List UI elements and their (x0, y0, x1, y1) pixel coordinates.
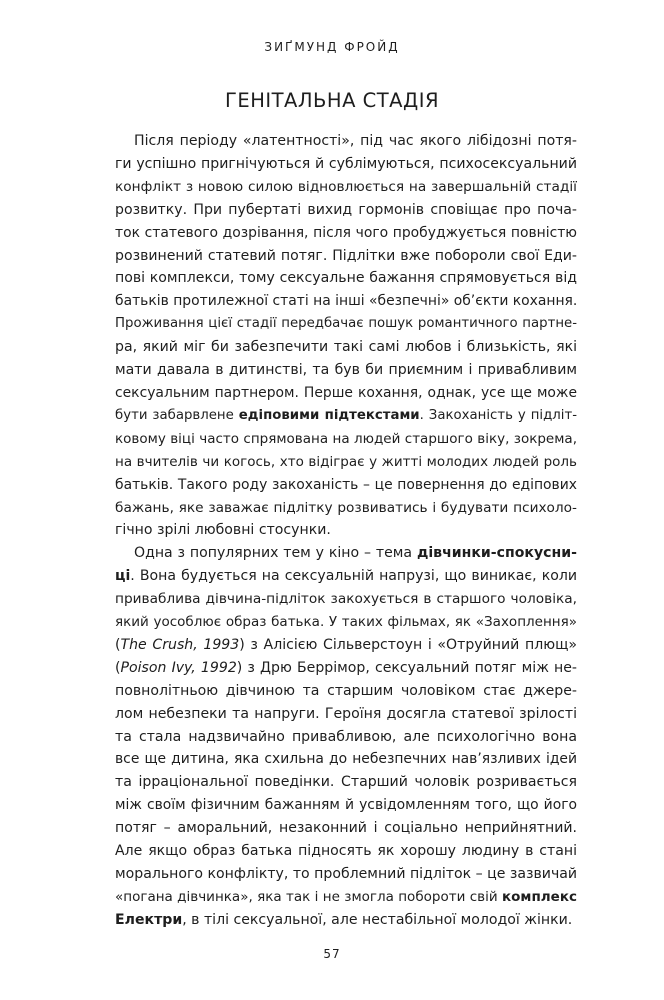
body-text (115, 130, 577, 932)
text-line: мати давала в дитинстві, та був би приємним і привабливим (115, 362, 577, 379)
text-line: повнолітньою дівчиною та старшим чоловіком стає джере- (115, 682, 577, 699)
running-head: ЗИҐМУНД ФРОЙД (264, 40, 400, 54)
text-line: розвитку. При пубертаті вихид гормонів сповіщає про поча- (115, 201, 577, 218)
text-line: на вчителів чи когось, хто відіграє у житті молодих людей роль (115, 453, 577, 470)
term-seductress-girl-end: ці (115, 568, 131, 585)
chapter-title: ГЕНІТАЛЬНА СТАДІЯ (224, 89, 440, 112)
text-line: конфлікт з новою силою відновлюється на завершальній стадії (115, 178, 577, 195)
text-line: батьків протилежної статі на інші «безпечні» об’єкти кохання. (115, 293, 578, 310)
film-title-the-crush: The Crush, 1993 (120, 636, 240, 653)
term-electra-complex: комплекс (501, 888, 577, 905)
text-line: гічно зрілі любовні стосунки. (115, 522, 331, 539)
text-line: морального конфлікту, то проблемний підліток – це зазвичай (115, 866, 578, 882)
text-run: ( (115, 636, 121, 653)
text-line (115, 634, 577, 657)
text-line: між своїм фізичним бажанням й усвідомленням того, що його (115, 797, 577, 814)
text-line: та стала надзвичайно привабливою, але психологічно вона (115, 728, 577, 745)
text-line (115, 405, 577, 428)
text-line: ги успішно пригнічуються й сублімуються, психосексуальний (115, 155, 577, 172)
text-line: Але якщо образ батька підносять як хорошу людину в стані (115, 843, 577, 860)
text-line (115, 657, 577, 680)
text-run: «погана дівчинка», яка так і не змогла побороти свій (115, 888, 502, 905)
text-line: все ще дитина, яка схильна до небезпечних нав’язливих ідей (115, 751, 577, 768)
text-line: Після періоду «латентності», під час якого лібідозні потя- (134, 133, 577, 149)
text-run: . Вона будується на сексуальній напрузі, що виникає, коли (130, 568, 577, 585)
text-line: потяг – аморальний, незаконний і соціально неприйнятний. (115, 820, 577, 837)
text-line: та ірраціональної поведінки. Старший чоловік розривається (115, 774, 577, 791)
text-run: бути забарвлене (115, 407, 239, 423)
text-run: Одна з популярних тем у кіно – тема (134, 545, 417, 562)
text-run: ( (115, 659, 121, 676)
text-run: ) з Дрю Беррімор, сексуальний потяг між не- (236, 659, 577, 676)
term-seductress-girl: дівчинки-спокусни- (416, 545, 577, 562)
text-line: батьків. Такого роду закоханість – це повернення до едіпових (115, 476, 577, 493)
text-line: Проживання цієї стадії передбачає пошук романтичного партне- (115, 316, 577, 332)
text-line: розвинений статевий потяг. Підлітки вже побороли свої Еди- (115, 247, 577, 264)
text-run: , в тілі сексуальної, але нестабільної молодої жінки. (182, 911, 573, 928)
paragraph-2 (115, 542, 577, 931)
text-line: ковому віці часто спрямована на людей старшого віку, зокрема, (115, 430, 577, 447)
text-line (115, 542, 577, 565)
text-line: пові комплекси, тому сексуальне бажання спрямовується від (115, 270, 577, 287)
text-line (115, 909, 577, 932)
paragraph-1 (115, 130, 577, 542)
term-electra-complex-end: Електри (115, 911, 183, 928)
text-line: лом небезпеки та напруги. Героїня досягла статевої зрілості (115, 705, 577, 722)
text-line (115, 886, 577, 909)
text-line (115, 565, 577, 588)
text-run: . Закоханість у підліт- (419, 407, 578, 423)
text-line: бажань, яке заважає підлітку розвиватись і будувати психоло- (115, 499, 577, 516)
text-line: приваблива дівчина-підліток закохується в старшого чоловіка, (115, 591, 577, 608)
page-number: 57 (323, 947, 341, 961)
text-line: сексуальним партнером. Перше кохання, однак, усе ще може (115, 384, 577, 401)
film-title-poison-ivy: Poison Ivy, 1992 (120, 659, 237, 676)
text-run: ) з Алісією Сільверстоун і «Отруйний плющ» (239, 636, 577, 653)
text-line: ра, який міг би забезпечити такі самі любов і близькість, які (115, 339, 577, 356)
text-line: ток статевого дозрівання, після чого пробуджується повністю (115, 224, 577, 241)
text-line: який уособлює образ батька. У таких фільмах, як «Захоплення» (115, 614, 577, 631)
term-oedipal-subtext: едіповими підтекстами (238, 407, 420, 423)
